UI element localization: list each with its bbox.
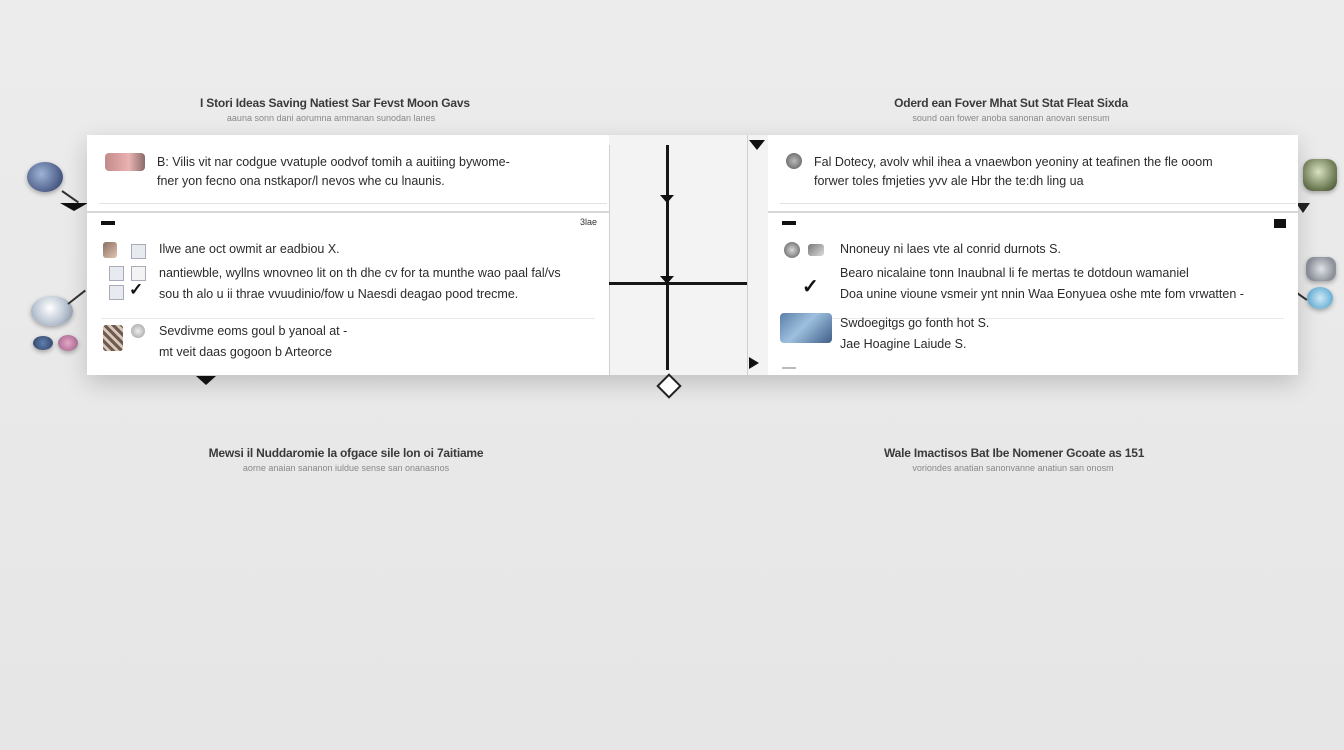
item-text: Bearo nicalaine tonn Inaubnal li fe mertas te dotdoun wamaniel [840, 266, 1189, 280]
avatar-icon[interactable] [33, 336, 53, 350]
avatar-icon[interactable] [58, 335, 78, 351]
caret-icon [660, 276, 674, 284]
item-text: nantiewble, wyllns wnovneo lit on th dhe cv for ta munthe wao paal fal/vs [159, 266, 561, 280]
top-card-left[interactable] [99, 143, 607, 204]
item-text: Nnoneuy ni laes vte al conrid durnots S. [840, 242, 1061, 256]
connector-line [61, 190, 79, 203]
caption-top-left [200, 96, 470, 123]
item-text: Doa unine vioune vsmeir ynt nnin Waa Eonyuea oshe mte fom vrwatten - [840, 287, 1244, 301]
caption-subtitle: voriondes anatian sanonvanne anatiun san onosm [912, 463, 1114, 473]
card-line: forwer toles fmjeties yvv ale Hbr the te:dh ling ua [814, 174, 1084, 188]
caption-subtitle: aorne anaian sananon iuldue sense san onanasnos [242, 463, 450, 473]
avatar-icon [131, 324, 145, 338]
avatar-icon [784, 242, 800, 258]
split-panel [87, 135, 1298, 375]
checkbox-icon[interactable] [131, 244, 146, 259]
pane-header [87, 211, 609, 225]
avatar-icon[interactable] [1303, 159, 1337, 191]
caption-title: Oderd ean Fover Mhat Sut Stat Fleat Sixda [894, 96, 1128, 110]
image-thumbnail[interactable] [780, 313, 832, 343]
caption-subtitle: aauna sonn dani aorumna ammanan sunodan lanes [226, 113, 436, 123]
connector-line [609, 282, 747, 285]
caret-icon [60, 203, 88, 211]
menu-icon[interactable] [782, 221, 796, 225]
diamond-handle-icon[interactable] [656, 373, 681, 398]
caption-top-right [880, 96, 1142, 123]
connector-line [67, 290, 86, 305]
item-text: Sevdivme eoms goul b yanoal at - [159, 324, 348, 338]
card-line: Fal Dotecy, avolv whil ihea a vnaewbon yeoniny at teafinen the fle ooom [814, 155, 1213, 169]
divider [609, 145, 610, 375]
card-line: fner yon fecno ona nstkapor/l nevos whe cu lnaunis. [157, 174, 445, 188]
avatar-icon[interactable] [1307, 287, 1333, 309]
checkmark-icon[interactable]: ✓ [802, 276, 819, 298]
caret-icon [1296, 203, 1310, 213]
item-text: mt veit daas gogoon b Arteorce [159, 345, 333, 359]
checkmark-icon[interactable]: ✓ [129, 280, 144, 299]
card-line: B: Vilis vit nar codgue vvatuple oodvof tomih a auitiing bywome- [157, 155, 510, 169]
item-text: Swdoegitgs go fonth hot S. [840, 316, 990, 330]
status-badge: 3lae [579, 217, 597, 227]
avatar-icon[interactable] [1306, 257, 1336, 281]
top-card-right[interactable] [780, 143, 1296, 204]
checkbox-icon[interactable] [109, 266, 124, 281]
divider [101, 318, 595, 319]
avatar-icon[interactable] [27, 162, 63, 192]
avatar-icon [786, 153, 802, 169]
caption-title: Mewsi il Nuddaromie la ofgace sile lon oi 7aitiame [208, 446, 484, 460]
item-text: Jae Hoagine Laiude S. [840, 337, 967, 351]
avatar-icon [808, 244, 824, 256]
divider [747, 135, 748, 375]
connector-line [1296, 292, 1307, 301]
connector-area [609, 135, 768, 375]
avatar-icon [105, 153, 145, 171]
caption-bottom-left [196, 446, 496, 473]
caption-subtitle: sound oan fower anoba sanonan anovan sensum [912, 113, 1110, 123]
avatar-icon [103, 325, 123, 351]
caption-title: Wale Imactisos Bat Ibe Nomener Gcoate as 151 [884, 446, 1145, 460]
item-text: sou th alo u ii thrae vvuudinio/fow u Naesdi deagao pood trecme. [159, 287, 519, 301]
avatar-icon [103, 242, 117, 258]
connector-line [666, 145, 669, 370]
status-badge [1274, 219, 1286, 228]
left-pane [87, 135, 609, 375]
caret-icon [660, 195, 674, 203]
scroll-indicator [782, 367, 796, 369]
avatar-icon[interactable] [31, 296, 73, 326]
caption-bottom-right [884, 446, 1145, 473]
caret-icon [749, 140, 765, 150]
caret-icon [196, 376, 216, 385]
pane-header [768, 211, 1298, 225]
menu-icon[interactable] [101, 221, 115, 225]
checkbox-icon[interactable] [109, 285, 124, 300]
item-text: Ilwe ane oct owmit ar eadbiou X. [159, 242, 340, 256]
caret-icon [749, 357, 759, 369]
caption-title: I Stori Ideas Saving Natiest Sar Fevst Moon Gavs [200, 96, 470, 110]
right-pane [768, 135, 1298, 375]
